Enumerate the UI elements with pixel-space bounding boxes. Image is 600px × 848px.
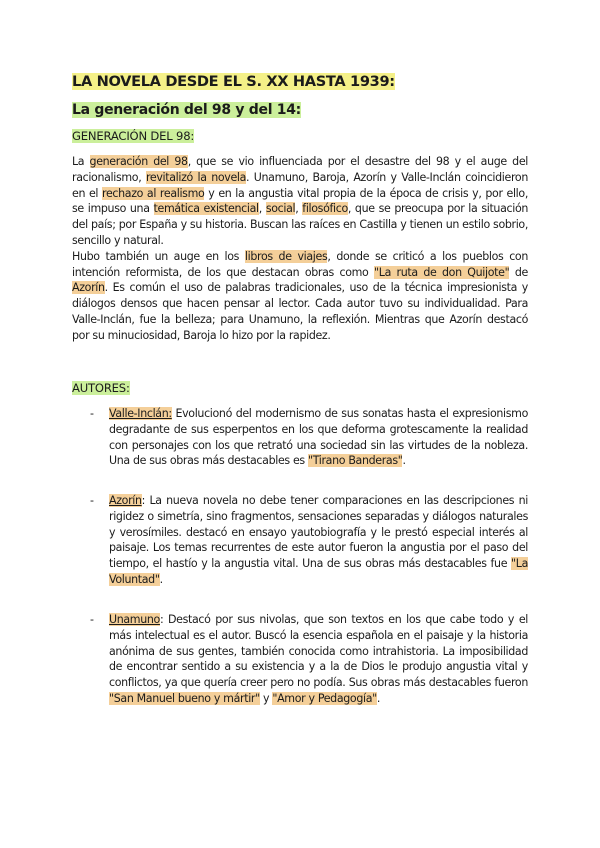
author-name: Valle-Inclán: (109, 407, 172, 420)
section-heading-generation: GENERACIÓN DEL 98: (72, 129, 195, 143)
highlight-revitalizo: revitalizó la novela (145, 170, 247, 184)
highlight-tematica-existencial: temática existencial (153, 202, 259, 216)
author-name: Unamuno (109, 613, 160, 626)
work-highlight: "La Voluntad" (109, 557, 528, 586)
intro-paragraph-1: La generación del 98, que se vio influenciada por el desastre del 98 y el auge del racionalismo, revitalizó la novela. Unamuno, Baroja, Azorín y Valle-Inclán coincidieron en el rechazo al realismo y en la angustia vital propia de la época de crisis y, por ello, se impuso una temática existencial, social, filosófico, que se preocupa por la situación del país; por España y su historia. Buscan las raíces en Castilla y tienen un estilo sobrio, sencillo y natural. (72, 155, 529, 247)
work-highlight-2: "Amor y Pedagogía" (272, 691, 377, 705)
highlight-rechazo-realismo: rechazo al realismo (102, 186, 205, 200)
document-title (72, 72, 395, 92)
work-highlight: "San Manuel bueno y mártir" (109, 691, 260, 705)
list-dash: - (90, 407, 94, 420)
author-name: Azorín (109, 494, 142, 507)
title-highlight: LA NOVELA DESDE EL S. XX HASTA 1939: (72, 73, 395, 90)
subtitle-highlight: La generación del 98 y del 14: (72, 102, 301, 118)
highlight-libros-viajes: libros de viajes (244, 249, 328, 263)
highlight-azorin: Azorín (72, 281, 105, 295)
work-highlight: "Tirano Banderas" (307, 454, 403, 468)
highlight-ruta-quijote: "La ruta de don Quijote" (374, 265, 510, 279)
list-dash: - (90, 494, 94, 507)
author-item-unamuno (90, 612, 528, 707)
highlight-filosofico: filosófico (302, 202, 348, 216)
intro-paragraph-2: Hubo también un auge en los libros de viajes, donde se criticó a los pueblos con intención reformista, de los que destacan obras como "La ruta de don Quijote" de Azorín. Es común el uso de palabras tradicionales, uso de la técnica impresionista y diálogos densos que hacen pensar al lector. Cada autor tuvo su individualidad. Para Valle-Inclán, fue la belleza; para Unamuno, la reflexión. Mientras que Azorín destacó por su minuciosidad, Baroja lo hizo por la rapidez. (72, 249, 528, 342)
author-text: Valle-Inclán: Evolucionó del modernismo de sus sonatas hasta el expresionismo degradante de sus esperpentos en los que deforma grotescamente la realidad con personajes con los que retrató una sociedad sin las virtudes de la nobleza. Una de sus obras más destacables es "Tirano Banderas". (109, 407, 528, 468)
author-text: Azorín: La nueva novela no debe tener comparaciones en las descripciones ni rigidez o simetría, sino fragmentos, sensaciones separadas y diálogos naturales y verosímiles. destacó en ensayo yautobiografía y le prestó especial interés al paisaje. Los temas recurrentes de este autor fueron la angustia por el paso del tiempo, el hastío y la angustia vital. Una de sus obras más destacables fue "La Voluntad". (109, 494, 528, 586)
section-heading-authors: AUTORES: (72, 381, 130, 395)
list-dash: - (90, 613, 94, 626)
highlight-social: social (265, 202, 296, 216)
document-subtitle (72, 101, 301, 120)
intro-section (72, 154, 528, 344)
highlight-generacion-98: generación del 98 (89, 155, 188, 168)
author-text: Unamuno: Destacó por sus nivolas, que son textos en los que cabe todo y el más intelectual es el autor. Buscó la esencia española en el paisaje y la historia anónima de sus gentes, también conocida como intrahistoria. La imposibilidad de encontrar sentido a su existencia y a la de Dios le produjo angustia vital y conflictos, ya que quería creer pero no podía. Sus obras más destacables fueron "San Manuel bueno y mártir" y "Amor y Pedagogía". (109, 613, 528, 705)
author-item-azorin (90, 493, 528, 588)
author-item-valle-inclan (90, 406, 528, 469)
